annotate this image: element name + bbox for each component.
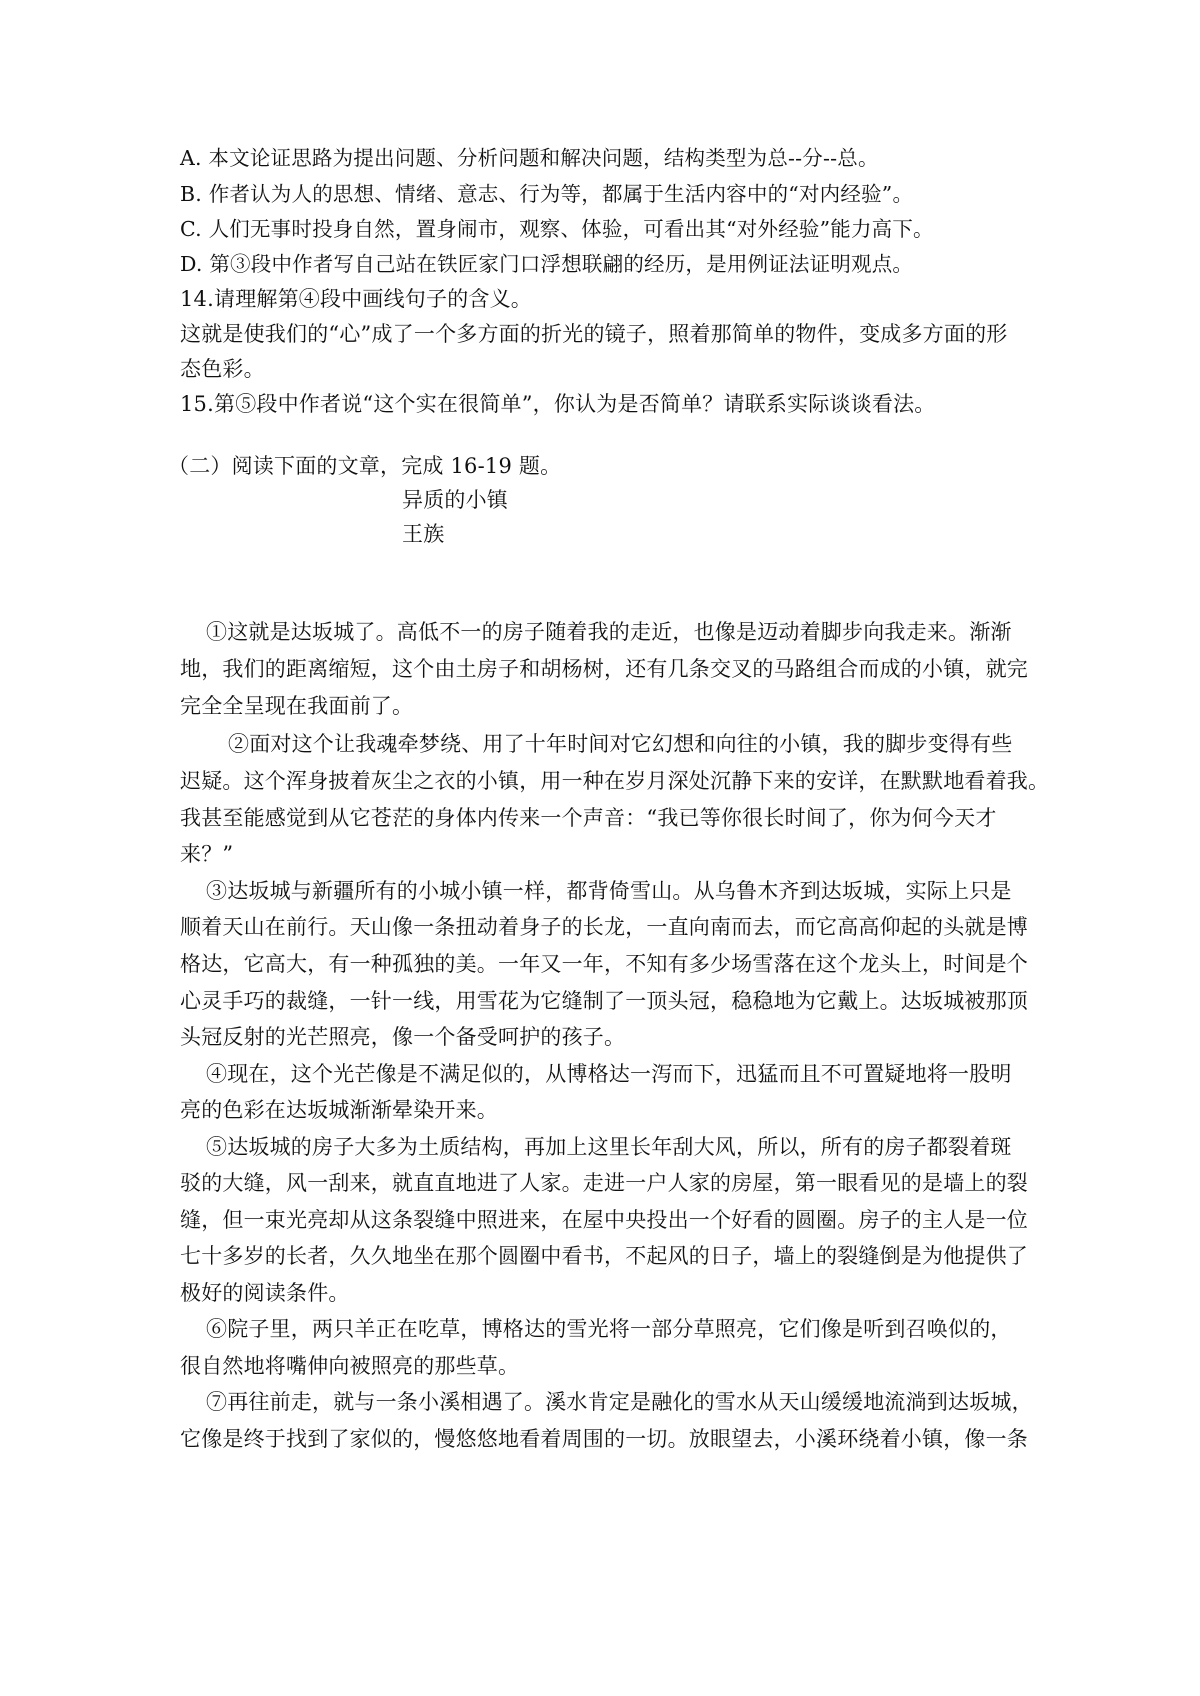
article-line: 地，我们的距离缩短，这个由土房子和胡杨树，还有几条交叉的马路组合而成的小镇，就完 <box>180 657 1028 681</box>
article-line: 亮的色彩在达坂城渐渐晕染开来。 <box>180 1098 498 1122</box>
article-line: 顺着天山在前行。天山像一条扭动着身子的长龙，一直向南而去，而它高高仰起的头就是博 <box>180 915 1028 939</box>
question-14-quote-line: 这就是使我们的“心”成了一个多方面的折光的镜子，照着那简单的物件，变成多方面的形 <box>180 322 1008 346</box>
question-14-quote-line: 态色彩。 <box>180 357 265 381</box>
article-line: 七十多岁的长者，久久地坐在那个圆圈中看书，不起风的日子，墙上的裂缝倒是为他提供了 <box>180 1244 1028 1268</box>
article-title: 异质的小镇 <box>402 488 508 512</box>
article-line: ⑦再往前走，就与一条小溪相遇了。溪水肯定是融化的雪水从天山缓缓地流淌到达坂城， <box>206 1390 1033 1414</box>
article-line: ⑥院子里，两只羊正在吃草，博格达的雪光将一部分草照亮，它们像是听到召唤似的， <box>206 1317 1012 1341</box>
article-line: 它像是终于找到了家似的，慢悠悠地看着周围的一切。放眼望去，小溪环绕着小镇，像一条 <box>180 1427 1028 1451</box>
section-heading: （二）阅读下面的文章，完成 16-19 题。 <box>168 454 562 478</box>
article-line: ④现在，这个光芒像是不满足似的，从博格达一泻而下，迅猛而且不可置疑地将一股明 <box>206 1062 1012 1086</box>
article-line: 格达，它高大，有一种孤独的美。一年又一年，不知有多少场雪落在这个龙头上，时间是个 <box>180 952 1028 976</box>
article-line: 很自然地将嘴伸向被照亮的那些草。 <box>180 1354 520 1378</box>
option-a: A. 本文论证思路为提出问题、分析问题和解决问题，结构类型为总--分--总。 <box>180 146 879 170</box>
article-line: 完全全呈现在我面前了。 <box>180 694 414 718</box>
article-line: 来？” <box>180 842 234 866</box>
option-c: C. 人们无事时投身自然，置身闹市，观察、体验，可看出其“对外经验”能力高下。 <box>180 217 934 241</box>
option-b: B. 作者认为人的思想、情绪、意志、行为等，都属于生活内容中的“对内经验”。 <box>180 182 914 206</box>
question-14: 14.请理解第④段中画线句子的含义。 <box>180 287 532 311</box>
article-author: 王族 <box>402 522 445 546</box>
article-line: ③达坂城与新疆所有的小城小镇一样，都背倚雪山。从乌鲁木齐到达坂城，实际上只是 <box>206 879 1012 903</box>
question-15: 15.第⑤段中作者说“这个实在很简单”，你认为是否简单？请联系实际谈谈看法。 <box>180 392 936 416</box>
article-line: 迟疑。这个浑身披着灰尘之衣的小镇，用一种在岁月深处沉静下来的安详，在默默地看着我。 <box>180 769 1050 793</box>
article-line: 头冠反射的光芒照亮，像一个备受呵护的孩子。 <box>180 1025 626 1049</box>
article-line: ①这就是达坂城了。高低不一的房子随着我的走近，也像是迈动着脚步向我走来。渐渐 <box>206 620 1012 644</box>
article-line: ⑤达坂城的房子大多为土质结构，再加上这里长年刮大风，所以，所有的房子都裂着斑 <box>206 1135 1012 1159</box>
article-line: 缝，但一束光亮却从这条裂缝中照进来，在屋中央投出一个好看的圆圈。房子的主人是一位 <box>180 1208 1028 1232</box>
option-d: D. 第③段中作者写自己站在铁匠家门口浮想联翩的经历，是用例证法证明观点。 <box>180 252 914 276</box>
article-line: 心灵手巧的裁缝，一针一线，用雪花为它缝制了一顶头冠，稳稳地为它戴上。达坂城被那顶 <box>180 989 1028 1013</box>
article-line: ②面对这个让我魂牵梦绕、用了十年时间对它幻想和向往的小镇，我的脚步变得有些 <box>228 732 1013 756</box>
article-line: 驳的大缝，风一刮来，就直直地进了人家。走进一户人家的房屋，第一眼看见的是墙上的裂 <box>180 1171 1028 1195</box>
article-line: 极好的阅读条件。 <box>180 1281 350 1305</box>
article-line: 我甚至能感觉到从它苍茫的身体内传来一个声音：“我已等你很长时间了，你为何今天才 <box>180 806 997 830</box>
